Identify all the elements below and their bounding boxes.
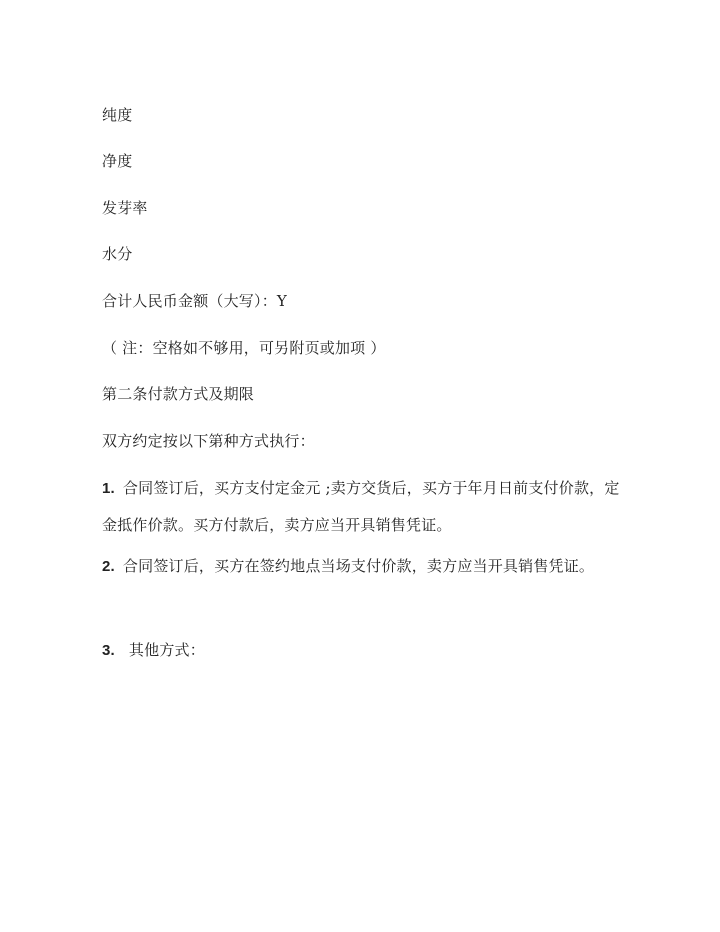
line-moisture: 水分 — [102, 245, 133, 263]
list-item-text: 其他方式： — [128, 641, 205, 659]
line-germination-rate: 发芽率 — [102, 199, 148, 217]
line-purity: 纯度 — [102, 106, 133, 124]
line-total-amount: 合计人民币金额（大写）：Y — [102, 292, 288, 310]
list-item-number: 2. — [102, 558, 115, 575]
list-item-2 — [102, 548, 622, 585]
line-cleanliness: 净度 — [102, 152, 133, 170]
list-item-number: 3. — [102, 642, 115, 659]
list-item-3 — [102, 639, 205, 662]
list-item-text: 合同签订后，买方支付定金元 ;卖方交货后，买方于年月日前支付价款，定金抵作价款。买方付款后，卖方应当开具销售凭证。 — [102, 479, 620, 534]
section-heading-payment: 第二条付款方式及期限 — [102, 385, 255, 403]
list-item-1 — [102, 470, 622, 543]
line-agreement: 双方约定按以下第种方式执行： — [102, 432, 315, 450]
line-note: （ 注：空格如不够用，可另附页或加项 ） — [102, 339, 386, 357]
list-item-text: 合同签订后，买方在签约地点当场支付价款，卖方应当开具销售凭证。 — [122, 557, 595, 575]
list-item-number: 1. — [102, 480, 115, 497]
